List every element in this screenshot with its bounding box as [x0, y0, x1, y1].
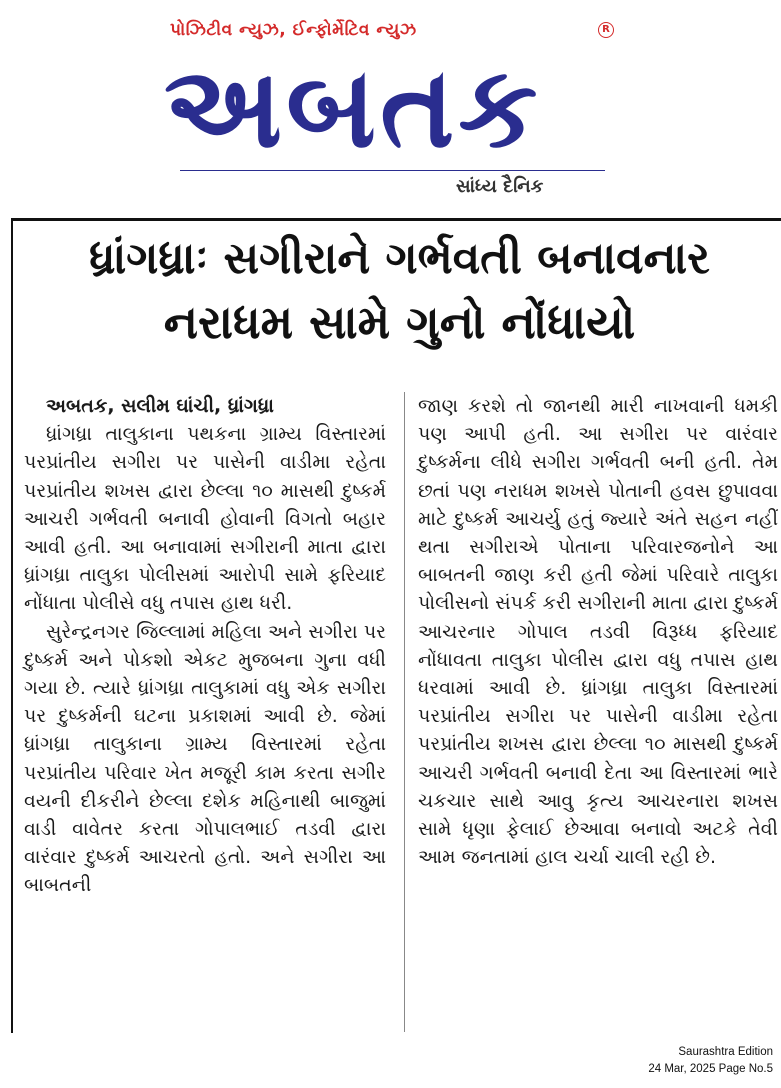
article-column-left — [24, 392, 386, 900]
article-left-rule — [11, 218, 13, 1033]
edition-name: Saurashtra Edition — [678, 1046, 773, 1058]
article-headline — [18, 228, 781, 354]
logo-underline — [180, 170, 605, 171]
headline-line-2: નરાધમ સામે ગુનો નોંધાયો — [163, 295, 636, 349]
article-paragraph: જાણ કરશે તો જાનથી મારી નાખવાની ધમકી પણ આપી હતી. આ સગીરા પર વારંવાર દુષ્કર્મના લીધે સગીરા ગર્ભવતી બની હતી. તેમ છતાં પણ નરાધમ શખસે પોતાની હવસ છુપાવવા માટે દુષ્કર્મ આચર્યુ હતું જ્યારે અંતે સહન નહીં થતા સગીરાએ પોતાના પરિવારજનોને આ બાબતની જાણ કરી હતી જેમાં પરિવારે તાલુકા પોલીસનો સંપર્ક કરી સગીરાની માતા દ્વારા દુષ્કર્મ આચરનાર ગોપાલ તડવી વિરૂધ્ધ ફરિયાદ નોંધાવતા તાલુકા પોલીસ દ્વારા વધુ તપાસ હાથ ધરવામાં આવી છે. ધ્રાંગધ્રા તાલુકા વિસ્તારમાં પરપ્રાંતીય સગીરા પર પાસેની વાડીમા રહેતા પરપ્રાંતીય શખસ દ્વારા છેલ્લા ૧૦ માસથી દુષ્કર્મ આચરી ગર્ભવતી બનાવી દેતા આ વિસ્તારમાં ભારે ચકચાર સાથે આવુ કૃત્ય આચરનારા શખસ સામે ધૃણા ફેલાઈ છેઆવા બનાવો અટકે તેવી આમ જનતામાં હાલ ચર્ચા ચાલી રહી છે. — [418, 395, 778, 869]
article-paragraph: સુરેન્દ્રનગર જિલ્લામાં મહિલા અને સગીરા પર દુષ્કર્મ અને પોકશો એકટ મુજબના ગુના વધી ગયા છે. ત્યારે ધ્રાંગધ્રા તાલુકામાં વધુ એક સગીરા પર દુષ્કર્મની ઘટના પ્રકાશમાં આવી છે. જેમાં ધ્રાંગધ્રા તાલુકાના ગ્રામ્ય વિસ્તારમાં રહેતા પરપ્રાંતીય પરિવાર ખેત મજૂરી કામ કરતા સગીર વયની દીકરીને છેલ્લા દશેક મહિનાથી બાજુમાં વાડી વાવેતર કરતા ગોપાલભાઈ તડવી દ્વારા વારંવાર દુષ્કર્મ આચરતો હતો. અને સગીરા આ બાબતની — [24, 620, 386, 897]
article-top-rule — [12, 218, 781, 221]
masthead — [160, 14, 620, 204]
article-byline: અબતક, સલીમ ઘાંચી, ધ્રાંગધ્રા — [46, 395, 274, 417]
newspaper-logo: અબતક — [164, 44, 542, 173]
masthead-tagline: પોઝિટીવ ન્યુઝ, ઈન્ફોર્મેટિવ ન્યુઝ — [170, 20, 417, 40]
edition-info — [648, 1044, 773, 1078]
registered-trademark-icon: R — [598, 22, 614, 38]
article-column-right — [418, 392, 778, 871]
column-divider — [404, 392, 405, 1032]
masthead-subtitle: સાંધ્ય દૈનિક — [456, 176, 544, 197]
edition-date-page: 24 Mar, 2025 Page No.5 — [648, 1063, 773, 1075]
article-paragraph: ધ્રાંગધ્રા તાલુકાના પથકના ગ્રામ્ય વિસ્તારમાં પરપ્રાંતીય સગીરા પર પાસેની વાડીમા રહેતા પરપ્રાંતીય શખસ દ્વારા છેલ્લા ૧૦ માસથી દુષ્કર્મ આચરી ગર્ભવતી બનાવી હોવાની વિગતો બહાર આવી હતી. આ બનાવામાં સગીરાની માતા દ્વારા ધ્રાંગધ્રા તાલુકા પોલીસમાં આરોપી સામે ફરિયાદ નોંધાતા પોલીસે વધુ તપાસ હાથ ધરી. — [24, 423, 386, 615]
headline-line-1: ધ્રાંગધ્રાઃ સગીરાને ગર્ભવતી બનાવનાર — [89, 233, 710, 284]
